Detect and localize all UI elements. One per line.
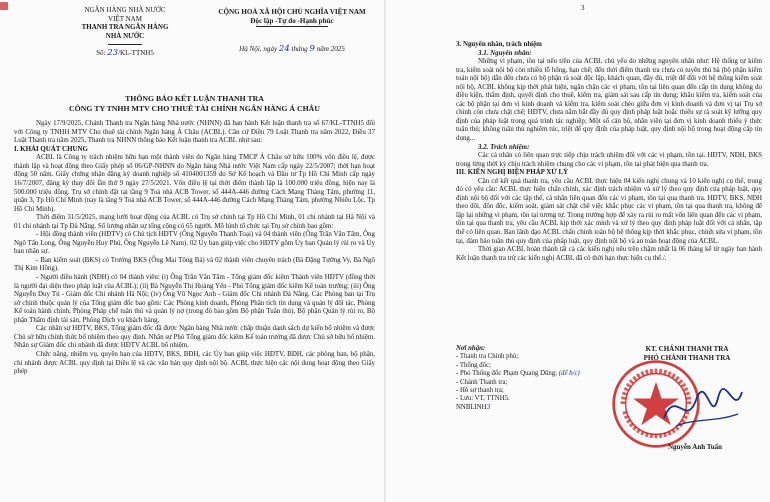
agency-underline [108,44,142,45]
paragraph: Căn cứ kết quả thanh tra, yêu cầu ACBL thực hiện 04 kiến nghị chung và 10 kiến nghị cụ thể, trong đó có yêu cầu: ACBL thực hiện chấn chỉnh, xác định trách nhiệm và xử lý theo quy định của pháp luật, quy định nội bộ đối với các tập thể, cá nhân liên quan đến các vi phạm, tồn tại qua thanh tra. HĐTV, BKS, NĐH theo dõi, đôn đốc, kiểm soát, giám sát chặt chẽ việc khắc phục các vi phạm, tồn tại qua thanh tra, không để lặp lại những vi phạm, tồn tại tương tự. Trong trường hợp để xảy ra rủi ro mất vốn liên quan đến các vi phạm, tồn tại qua thanh tra, yêu cầu ACBL kịp thời xác minh và xử lý theo quy định pháp luật đối với cá nhân, tập thể có liên quan. Ban lãnh đạo ACBL chấn chỉnh toàn bộ hệ thống kịp thời khắc phục, chỉnh sửa vi phạm, tồn tại, đảm bảo tuân thủ quy định của pháp luật, quy định nội bộ và an toàn hoạt động của ACBL. [456,176,762,245]
paragraph: Những vi phạm, tồn tại nêu trên của ACBL chủ yếu do những nguyên nhân như: Hệ thống tự kiểm tra, kiểm soát nội bộ còn nhiều lỗ hổng, hạn chế; đến thời điểm thanh tra chưa có tuyên thủ bà (bộ phận kiểm toán nội bộ) dẫn đến chưa có bộ phận rà soát độc lập, khách quan, đầy đủ, triệt để đối với hệ thống kiểm soát nội bộ, ACBL không kịp thời phát hiện, ngăn chặn các vi phạm, tồn tại liên quan đến cấp tín dụng không do điều kiện, thẩm định, quyết định cho thuê, kiểm tra, giám sát sau cấp tín dụng; khâu kiểm tra, kiểm soát của các bộ phận tại đơn vị kinh doanh và kiểm tra, kiểm soát chéo giữa đơn vị kinh doanh và đơn vị tại Trụ sở chính còn chưa chặt chẽ; HĐTV, chưa nắm bắt đầy đủ quy định pháp luật hoặc thiếu sự rà soát kỹ lưỡng quy định của pháp luật trong quá trình tác nghiệp; Một số cán bộ, nhân viên tại đơn vị kinh doanh thiếu ý thức tuân thủ; không tuân thủ nghiêm túc, triệt để quy định của pháp luật, quy định nội bộ trong hoạt động cấp tín dụng... [456,57,762,143]
left-body [14,119,375,375]
signer-name: Nguyễn Anh Tuấn [667,443,723,451]
subsection-heading: 3.2. Trách nhiệm: [478,142,530,151]
subsection-heading: 3.1. Nguyên nhân: [478,48,532,57]
paragraph: Ngày 17/9/2025, Chánh Thanh tra Ngân hàng Nhà nước (NHNN) đã ban hành Kết luận thanh tra số 67/KL-TTNH5 đối với Công ty TNHH MTV Cho thuê tài chính Ngân hàng Á Châu (ACBL). Căn cứ Điều 79 Luật Thanh tra năm 2022, Điều 37 Luật Thanh tra năm 2025, Thanh tra NHNN thông báo Kết luận thanh tra ACBL như sau: [14,119,375,145]
issue-date [202,45,382,54]
date-month: 9 [309,44,315,54]
sign-title2: PHÓ CHÁNH THANH TRA [643,353,731,362]
recipient-item: - Hồ sơ thanh tra; [456,387,504,395]
page-right [386,0,770,502]
handwritten-signature-icon [656,378,746,438]
recipient-note: (để b/c) [558,370,580,378]
document-title [14,94,375,113]
title-line2: CÔNG TY TNHH MTV CHO THUÊ TÀI CHÍNH NGÂN HÀNG Á CHÂU [69,103,320,113]
doc-no-handwritten: 23 [107,47,119,58]
country-name: CỘNG HOÀ XÃ HỘI CHỦ NGHĨA VIỆT NAM [218,8,366,16]
recipients-block [456,345,631,412]
paragraph: - Hội đồng thành viên (HĐTV) có Chủ tịch HĐTV (Ông Nguyễn Thanh Toại) và 04 thành viên (Ông Trần Văn Tâm, Ông Ngô Tấn Long, Ông Nguyễn Huy Phú, Ông Nguyễn Lê Nam). 02 Ủy ban giúp việc cho HĐTV gồm Ủy ban Quản lý rủi ro và Ủy ban nhân sự. [14,230,375,256]
date-day: 24 [278,44,290,54]
motto-underline [256,26,328,27]
national-motto: Độc lập -Tự do -Hạnh phúc [250,17,334,25]
date-month-label: tháng [291,45,308,53]
section-heading: I. KHÁI QUÁT CHUNG [14,144,88,153]
recipient-item [456,370,631,378]
section-heading: 3. Nguyên nhân, trách nhiệm [456,40,542,48]
agency-line1: NGÂN HÀNG NHÀ NƯỚC [84,6,166,14]
page-number: 3 [581,4,585,12]
right-body [456,40,762,262]
national-block [202,8,382,54]
paragraph: - Người điều hành (NĐH) có 04 thành viên: (i) Ông Trần Văn Tâm - Tổng giám đốc kiêm Thành viên HĐTV (đồng thời là người đại diện theo pháp luật của ACBL); (ii) Bà Nguyễn Thị Hoàng Yến - Phó Tổng giám đốc kiêm Kế toán trưởng; (iii) Ông Nguyễn Duy Tú - Giám đốc Chi nhánh Hà Nội; (iv) Ông Vũ Ngọc Anh - Giám đốc Chi nhánh Đà Nẵng. Các Phòng ban tại Trụ sở chính thuộc quản lý của Tổng giám đốc bao gồm: Các Phòng kinh doanh, Phòng Phân tích tín dụng và quản lý đối tác, Phòng Kế toán hành chính, Phòng Pháp chế tuân thủ và quản lý nợ (trong đó bao gồm Bộ phận Tuân thủ), Bộ phận Quản lý rủi ro, Bộ phận Thẩm định tài sản, Phòng Dịch vụ khách hàng. [14,273,375,324]
date-year: năm 2025 [316,45,345,53]
recipient-item: - Chánh Thanh tra; [456,378,508,386]
sign-title1: KT. CHÁNH THANH TRA [645,345,729,353]
author-code-text: NNBLINH [456,403,487,411]
page-marker [0,2,8,10]
document-header [14,6,375,94]
recipient-item: - Lưu: VT, TTNH5. [456,395,510,403]
agency-line2: VIỆT NAM [108,14,142,23]
author-mark: 3 [486,403,491,411]
recipients-label: Nơi nhận: [456,345,486,352]
date-prefix: Hà Nội, ngày [239,45,278,53]
recipient-text: - Phó Thống đốc Phạm Quang Dũng; [456,370,558,378]
agency-line3: THANH TRA NGÂN HÀNG [81,23,169,32]
recipient-item: - Thống đốc; [456,361,491,369]
paragraph: Thời gian ACBL hoàn thành tất cả các kiến nghị nêu trên chậm nhất là 06 tháng kể từ ngày ban hành Kết luận thanh tra trừ các kiến nghị ACBL đã có thời hạn thực hiện cụ thể./. [456,245,762,262]
document-number [66,49,184,58]
author-code [456,404,631,412]
agency-block [66,6,184,58]
recipient-item: - Thanh tra Chính phủ; [456,353,519,361]
paragraph: Thời điểm 31/5/2025, mạng lưới hoạt động của ACBL có Trụ sở chính tại Tp Hồ Chí Minh, 01 chi nhánh tại Hà Nội và 01 chi nhánh tại Tp Đà Nẵng. Số lượng nhân sự tổng cộng có 65 người. Mô hình tổ chức tại Trụ sở chính bao gồm: [14,213,375,230]
doc-no-prefix: Số: [96,48,106,57]
paragraph: Chức năng, nhiệm vụ, quyền hạn của HĐTV, BKS, BĐH, các Ủy ban giúp việc HĐTV, BĐH, các phòng ban, bộ phận, chi nhánh được ACBL quy định tại Điều lệ và các văn bản quy định nội bộ. ACBL thực hiện các nội dung hoạt động theo Giấy phép [14,349,375,376]
doc-no-suffix: /KL-TTNH5 [118,48,154,57]
paragraph: Các cá nhân có liên quan trực tiếp chịu trách nhiệm đối với các vi phạm, tồn tại. HĐTV, NĐH, BKS trong từng thời kỳ chịu trách nhiệm chung cho các vi phạm, tồn tại phát hiện qua thanh tra. [456,151,762,168]
paragraph: ACBL là Công ty trách nhiệm hữu hạn một thành viên do Ngân hàng TMCP Á Châu sở hữu 100% vốn điều lệ, được thành lập và hoạt động theo Giấy phép số 06/GP-NHNN do Ngân hàng Nhà nước Việt Nam cấp ngày 22/5/2007; thời hạn hoạt động 50 năm. Giấy chứng nhận đăng ký doanh nghiệp số 4104001359 do Sở Kế hoạch và Đầu tư Tp Hồ Chí Minh cấp ngày 16/7/2007, đăng ký thay đổi lần thứ 9 ngày 27/5/2021. Vốn điều lệ tại thời điểm thành lập là 100.000 triệu đồng, hiện nay là 500.000 triệu đồng. Trụ sở chính đặt tại tầng 9 Toà nhà ACB Tower, số 444A-446 đường Cách Mạng Tháng Tám, phường 11, quận 3, Tp Hồ Chí Minh (nay là tầng 9 Toà nhà ACB Tower, số 444A-446 đường Cách Mạng Tháng Tám, phường Nhiêu Lộc, Tp Hồ Chí Minh). [14,153,375,213]
title-line1: THÔNG BÁO KẾT LUẬN THANH TRA [125,94,264,103]
section-heading: III. KIẾN NGHỊ BIỆN PHÁP XỬ LÝ [456,168,569,177]
paragraph: Các nhân sự HĐTV, BKS, Tổng giám đốc đã được Ngân hàng Nhà nước chấp thuận danh sách dự kiến bổ nhiệm và được Chủ sở hữu chính thức bổ nhiệm theo quy định. Nhân sự Phó Tổng giám đốc kiêm Kế toán trưởng đã được Chủ sở hữu bổ nhiệm. Nhân sự Giám đốc chi nhánh đã được HĐTV ACBL bổ nhiệm. [14,324,375,350]
agency-line4: NHÀ NƯỚC [105,31,145,40]
paragraph: - Ban kiểm soát (BKS) có Trưởng BKS (Ông Mai Tông Bá) và 02 thành viên chuyên trách (Bà Đặng Tường Vy, Bà Ngô Thị Kim Hồng). [14,255,375,273]
